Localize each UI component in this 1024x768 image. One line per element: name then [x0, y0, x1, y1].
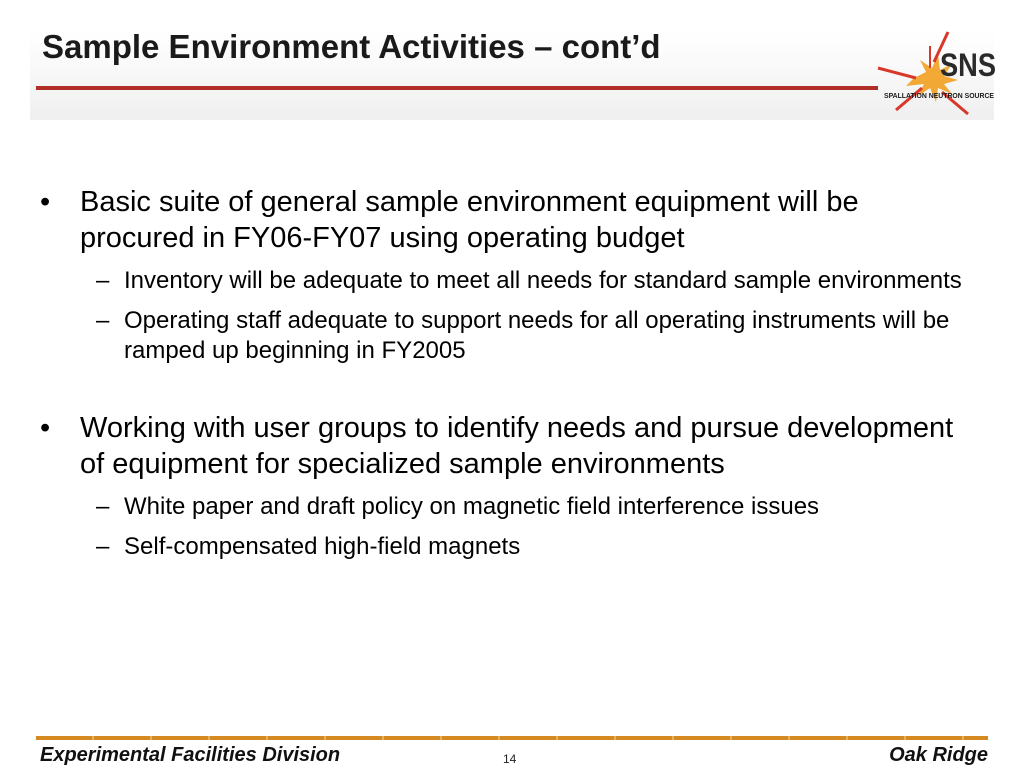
- page-number: 14: [503, 752, 517, 766]
- ray-icon: [878, 68, 916, 78]
- dash-glyph: –: [96, 267, 110, 294]
- slide-body: [40, 184, 970, 562]
- dash-glyph: –: [96, 307, 110, 334]
- sns-logo: [868, 28, 998, 124]
- bullet-item: [40, 184, 970, 256]
- dash-glyph: –: [96, 533, 110, 560]
- title-underline: [36, 86, 878, 90]
- sub-bullet-text: Self-compensated high-field magnets: [124, 533, 521, 560]
- bullet-text: Basic suite of general sample environment equipment will be procured in FY06-FY07 using operating budget: [80, 186, 859, 254]
- sub-bullet-item: [96, 532, 970, 562]
- sub-bullet-text: Operating staff adequate to support needs for all operating instruments will be ramped up beginning in FY2005: [124, 307, 950, 364]
- footer-rule: [36, 736, 988, 740]
- sns-logo-mark: [868, 28, 998, 124]
- dash-glyph: –: [96, 493, 110, 520]
- sub-bullet-item: [96, 266, 970, 296]
- sub-bullet-text: White paper and draft policy on magnetic field interference issues: [124, 493, 820, 520]
- bullet-text: Working with user groups to identify needs and pursue development of equipment for specialized sample environments: [80, 412, 954, 480]
- footer-location: Oak Ridge: [889, 744, 988, 766]
- footer-division: Experimental Facilities Division: [40, 744, 341, 766]
- logo-caption-text: SPALLATION NEUTRON SOURCE: [884, 93, 995, 100]
- bullet-item: [40, 410, 970, 482]
- sub-bullet-text: Inventory will be adequate to meet all needs for standard sample environments: [124, 267, 962, 294]
- bullet-glyph: •: [40, 412, 51, 444]
- bullet-glyph: •: [40, 186, 51, 218]
- sub-bullet-item: [96, 306, 970, 366]
- logo-mark-text: SNS: [940, 47, 996, 83]
- slide-title: Sample Environment Activities – cont’d: [42, 28, 661, 65]
- sub-bullet-item: [96, 492, 970, 522]
